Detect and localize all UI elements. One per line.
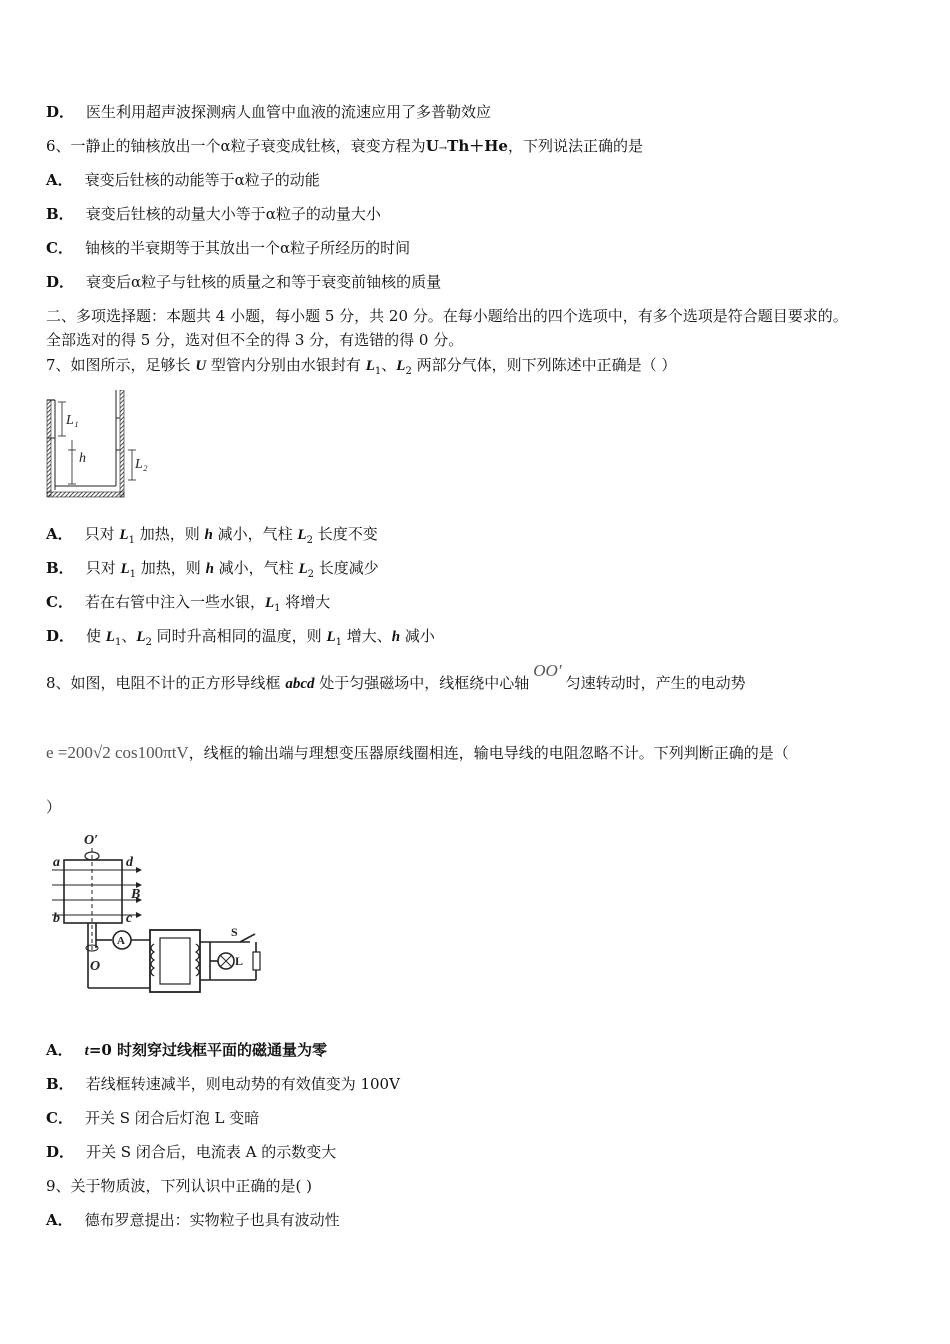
sub: 2 bbox=[145, 637, 152, 648]
q5-option-d bbox=[46, 102, 491, 122]
q8-stem-line2 bbox=[46, 743, 789, 763]
t-symbol: t bbox=[84, 1043, 89, 1059]
h-symbol: h bbox=[391, 629, 401, 645]
label-o-top: O′ bbox=[84, 833, 99, 848]
label-a: a bbox=[53, 855, 60, 870]
option-letter: C． bbox=[46, 593, 73, 611]
left-tube-wall bbox=[47, 400, 51, 496]
sub: 1 bbox=[335, 637, 342, 648]
q9-option-a bbox=[46, 1210, 340, 1230]
label-switch: S bbox=[231, 925, 238, 939]
sub: 1 bbox=[274, 603, 281, 614]
coil-transformer-figure bbox=[50, 830, 270, 995]
l-symbol: L bbox=[264, 595, 275, 611]
q6-option-c bbox=[46, 238, 410, 258]
u-tube-figure bbox=[44, 390, 159, 502]
l-symbol: L bbox=[105, 629, 115, 645]
option-letter: C． bbox=[46, 239, 73, 257]
t: 处于匀强磁场中，线框绕中心轴 bbox=[314, 674, 530, 692]
abcd-label: abcd bbox=[285, 676, 315, 692]
secondary-winding bbox=[196, 944, 199, 976]
q8-option-c bbox=[46, 1108, 259, 1128]
field-arrow bbox=[136, 867, 142, 873]
option-letter: A． bbox=[46, 171, 73, 189]
section2-line2: 全部选对的得 5 分，选对但不全的得 3 分，有选错的得 0 分。 bbox=[46, 331, 464, 349]
q6-option-d bbox=[46, 272, 441, 292]
l2-sub: 2 bbox=[405, 366, 412, 377]
t: 只对 bbox=[84, 525, 120, 543]
label-o-bottom: O bbox=[90, 959, 101, 974]
t: 减小 bbox=[400, 627, 435, 645]
decay-eq-u: U bbox=[425, 137, 439, 155]
option-letter: A． bbox=[46, 1041, 73, 1059]
q6-option-b bbox=[46, 204, 381, 224]
decay-arrow: → bbox=[438, 143, 448, 154]
section2-line1: 二、多项选择题：本题共 4 小题，每小题 5 分，共 20 分。在每小题给出的四个选项中，有多个选项是符合题目要求的。 bbox=[46, 307, 848, 325]
l-symbol: L bbox=[326, 629, 336, 645]
sub: 2 bbox=[307, 569, 314, 580]
t: 只对 bbox=[85, 559, 121, 577]
q7-stem bbox=[46, 355, 676, 382]
t: 若在右管中注入一些水银， bbox=[84, 593, 265, 611]
l1-label: L₁ bbox=[66, 413, 79, 428]
option-letter: A． bbox=[46, 1211, 73, 1229]
label-ammeter: A bbox=[117, 935, 125, 947]
decay-eq-rest: Th＋He bbox=[447, 137, 508, 155]
option-letter: B． bbox=[46, 1075, 74, 1093]
q9-stem: 9、关于物质波，下列认识中正确的是( ) bbox=[46, 1177, 313, 1195]
axis-symbol: OO′ bbox=[533, 661, 562, 680]
t: 加热，则 bbox=[134, 525, 205, 543]
label-c: c bbox=[126, 911, 133, 926]
t: 8、如图，电阻不计的正方形导线框 bbox=[46, 674, 286, 692]
l-symbol: L bbox=[119, 527, 129, 543]
label-b: b bbox=[53, 911, 60, 926]
option-letter: B． bbox=[46, 205, 74, 223]
t: 将增大 bbox=[280, 593, 331, 611]
resistor bbox=[253, 952, 260, 970]
square-coil bbox=[64, 860, 122, 923]
option-letter: A． bbox=[46, 525, 73, 543]
t: 增大、 bbox=[342, 627, 392, 645]
sub: 1 bbox=[114, 637, 122, 648]
t: 、 bbox=[121, 627, 137, 645]
h-symbol: h bbox=[205, 561, 214, 577]
option-text: 开关 S 闭合后灯泡 L 变暗 bbox=[84, 1109, 260, 1127]
sub: 1 bbox=[129, 569, 137, 580]
t: 长度不变 bbox=[312, 525, 378, 543]
u-tube-bottom bbox=[47, 492, 124, 497]
option-letter: B． bbox=[46, 559, 74, 577]
option-text: 开关 S 闭合后，电流表 A 的示数变大 bbox=[86, 1143, 337, 1161]
primary-winding bbox=[151, 944, 154, 976]
sub: 2 bbox=[306, 535, 313, 546]
q7-option-b bbox=[46, 558, 379, 585]
option-text: 医生利用超声波探测病人血管中血液的流速应用了多普勒效应 bbox=[86, 103, 492, 121]
q8-option-a bbox=[46, 1040, 327, 1061]
option-text: =0 时刻穿过线框平面的磁通量为零 bbox=[88, 1041, 328, 1059]
l1-symbol: L bbox=[365, 358, 375, 374]
option-text: 衰变后α粒子与钍核的质量之和等于衰变前铀核的质量 bbox=[86, 273, 442, 291]
option-letter: D． bbox=[46, 103, 75, 121]
h-label: h bbox=[79, 451, 86, 466]
q6-stem bbox=[46, 136, 643, 159]
l-symbol: L bbox=[298, 561, 308, 577]
q8-stem-line3: ） bbox=[46, 798, 62, 816]
sub: 1 bbox=[128, 535, 135, 546]
q7-stem-text2: 型管内分别由水银封有 bbox=[206, 356, 366, 374]
option-letter: C． bbox=[46, 1109, 73, 1127]
l2-label: L₂ bbox=[135, 457, 148, 472]
q8-option-b bbox=[46, 1074, 400, 1094]
option-letter: D． bbox=[46, 1143, 75, 1161]
t: 长度减少 bbox=[314, 559, 379, 577]
option-text: 衰变后钍核的动能等于α粒子的动能 bbox=[84, 171, 320, 189]
emf-equation: e =200√2 cos100πtV bbox=[46, 743, 189, 762]
q8-stem-line1 bbox=[46, 661, 746, 694]
t: 同时升高相同的温度，则 bbox=[151, 627, 327, 645]
l1-sub: 1 bbox=[374, 366, 382, 377]
q7-stem-tail: 两部分气体，则下列陈述中正确是（ ） bbox=[411, 356, 677, 374]
option-text: 德布罗意提出：实物粒子也具有波动性 bbox=[84, 1211, 340, 1229]
q8-option-d bbox=[46, 1142, 336, 1162]
q7-option-d bbox=[46, 626, 435, 653]
l-symbol: L bbox=[120, 561, 130, 577]
t: 减小，气柱 bbox=[212, 525, 298, 543]
option-text: 衰变后钍核的动量大小等于α粒子的动量大小 bbox=[85, 205, 381, 223]
t: 使 bbox=[86, 627, 106, 645]
t: 减小，气柱 bbox=[213, 559, 299, 577]
t: 匀速转动时，产生的电动势 bbox=[565, 674, 746, 692]
option-text: 若线框转速减半，则电动势的有效值变为 100V bbox=[85, 1075, 400, 1093]
label-lamp: L bbox=[235, 954, 244, 968]
field-arrow bbox=[136, 912, 142, 918]
q6-option-a bbox=[46, 170, 320, 190]
switch-s bbox=[240, 934, 255, 942]
option-letter: D． bbox=[46, 273, 75, 291]
l-symbol: L bbox=[297, 527, 307, 543]
h-symbol: h bbox=[204, 527, 213, 543]
label-d: d bbox=[126, 855, 133, 870]
q7-option-c bbox=[46, 592, 330, 619]
sep: 、 bbox=[381, 356, 397, 374]
u-letter: U bbox=[195, 358, 207, 374]
label-b-field: B bbox=[131, 887, 141, 902]
q6-stem-text: 6、一静止的铀核放出一个α粒子衰变成钍核，衰变方程为 bbox=[46, 137, 426, 155]
option-letter: D． bbox=[46, 627, 75, 645]
right-tube-wall bbox=[120, 390, 124, 497]
q6-stem-tail: ，下列说法正确的是 bbox=[507, 137, 643, 155]
t: ，线框的输出端与理想变压器原线圈相连，输电导线的电阻忽略不计。下列判断正确的是（ bbox=[188, 744, 789, 762]
transformer-core-inner bbox=[160, 938, 190, 984]
l2-symbol: L bbox=[396, 358, 406, 374]
l-symbol: L bbox=[136, 629, 146, 645]
q7-option-a bbox=[46, 524, 378, 551]
q7-stem-text: 7、如图所示，足够长 bbox=[46, 356, 196, 374]
option-text: 铀核的半衰期等于其放出一个α粒子所经历的时间 bbox=[84, 239, 411, 257]
transformer-core bbox=[150, 930, 200, 992]
t: 加热，则 bbox=[136, 559, 206, 577]
